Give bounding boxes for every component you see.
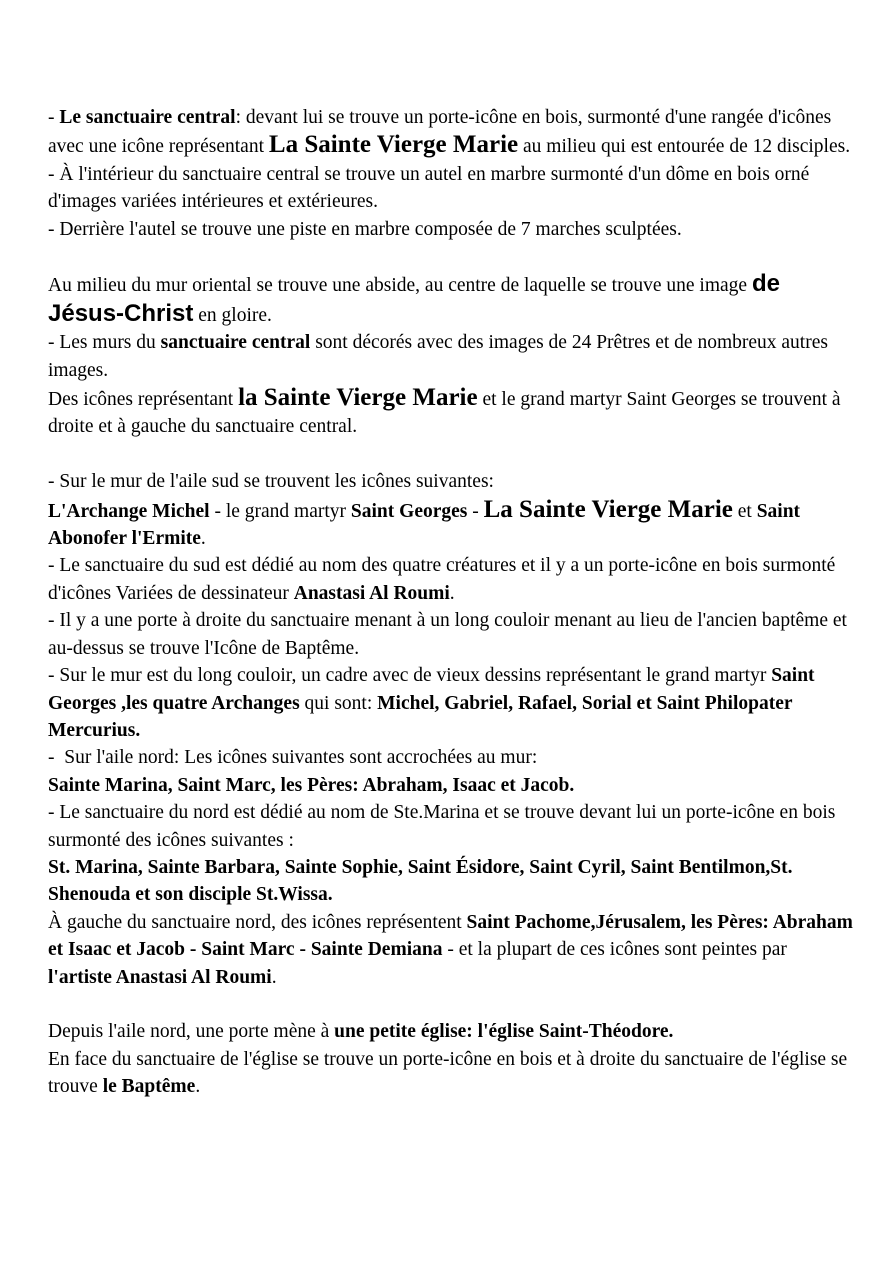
text-run: - Sur le mur de l'aile sud se trouvent les icônes suivantes: xyxy=(48,471,494,493)
text-run: . xyxy=(200,528,206,550)
block-aile-sud xyxy=(48,468,858,991)
text-run: - Il y a une porte à droite du sanctuaire menant à un long couloir menant au lieu de l'ancien baptême et au-dessus se trouve l'Icône de Baptême. xyxy=(48,610,852,659)
emphasis-run: La Sainte Vierge Marie xyxy=(483,495,733,523)
block-sanctuaire-central xyxy=(48,104,855,243)
emphasis-run: Saint Abonofer l'Ermite xyxy=(48,500,804,550)
text-run: - le grand martyr xyxy=(209,500,351,522)
text-run: Depuis l'aile nord, une porte mène à xyxy=(48,1021,335,1043)
text-run: - et la plupart de ces icônes sont peintes par xyxy=(442,939,792,961)
paragraph-spacer xyxy=(48,991,855,1018)
paragraph-spacer xyxy=(48,441,855,468)
emphasis-run: de Jésus-Christ xyxy=(48,270,787,327)
text-run: - Derrière l'autel se trouve une piste en marbre composée de 7 marches sculptées. xyxy=(48,218,682,240)
text-run: Au milieu du mur oriental se trouve une abside, au centre de laquelle se trouve une image xyxy=(48,275,752,297)
emphasis-run: une petite église: l'église Saint-Théodore. xyxy=(334,1021,674,1043)
text-run: Des icônes représentant xyxy=(48,389,239,411)
paragraph-spacer xyxy=(48,243,855,270)
text-run: À gauche du sanctuaire nord, des icônes représentent xyxy=(48,911,467,933)
text-run: et le grand martyr Saint Georges se trouvent à droite et à gauche du sanctuaire central. xyxy=(48,389,846,438)
text-run: - Sur l'aile nord: Les icônes suivantes sont accrochées au mur: xyxy=(48,747,538,769)
emphasis-run: Le sanctuaire central xyxy=(59,107,236,128)
text-run: - xyxy=(467,500,484,522)
emphasis-run: Sainte Marina, Saint Marc, les Pères: Abraham, Isaac et Jacob. xyxy=(48,774,575,796)
text-run: - Le sanctuaire du nord est dédié au nom de Ste.Marina et se trouve devant lui un porte-icône en bois surmonté des icônes suivantes : xyxy=(48,802,841,851)
emphasis-run: L'Archange Michel xyxy=(48,500,210,522)
emphasis-run: Michel, Gabriel, Rafael, Sorial et Saint Philopater Mercurius. xyxy=(48,692,798,741)
emphasis-run: l'artiste Anastasi Al Roumi xyxy=(48,966,272,988)
block-eglise-saint-theodore xyxy=(48,1018,855,1100)
text-run: - À l'intérieur du sanctuaire central se trouve un autel en marbre surmonté d'un dôme en bois orné d'images variées intérieures et extérieures. xyxy=(48,163,815,213)
emphasis-run: Anastasi Al Roumi xyxy=(293,582,450,604)
text-run: - Les murs du xyxy=(48,332,161,354)
text-run: au milieu qui est entourée de 12 disciples. xyxy=(518,136,851,158)
text-run: en gloire. xyxy=(193,304,272,326)
text-run: sont décorés avec des images de 24 Prêtres et de nombreux autres images. xyxy=(48,332,833,381)
document-body xyxy=(48,104,858,1101)
emphasis-run: Saint Pachome,Jérusalem, les Pères: Abraham et Isaac et Jacob - Saint Marc - Sainte Demiana xyxy=(48,911,858,961)
text-run: . xyxy=(195,1076,201,1098)
text-run: . xyxy=(271,966,277,988)
text-run: - Sur le mur est du long couloir, un cadre avec de vieux dessins représentant le grand martyr xyxy=(48,665,772,687)
emphasis-run: le Baptême xyxy=(102,1076,196,1098)
emphasis-run: St. Marina, Sainte Barbara, Sainte Sophie, Saint Ésidore, Saint Cyril, Saint Bentilmon,St. Shenouda et son disciple St.Wissa. xyxy=(48,856,798,906)
text-run: - Le sanctuaire du sud est dédié au nom des quatre créatures et il y a un porte-icône en bois surmonté d'icônes Variées de dessinateur xyxy=(48,555,841,604)
emphasis-run: Saint Georges ,les quatre Archanges xyxy=(48,665,820,714)
emphasis-run: La Sainte Vierge Marie xyxy=(268,131,519,159)
emphasis-run: Saint Georges xyxy=(350,500,468,522)
text-run: . xyxy=(449,582,455,604)
text-run: - xyxy=(48,107,60,128)
text-run: En face du sanctuaire de l'église se trouve un porte-icône en bois et à droite du sanctuaire de l'église se trouve xyxy=(48,1048,853,1098)
block-mur-oriental xyxy=(48,270,855,440)
text-run: : devant lui se trouve un porte-icône en bois, surmonté d'une rangée d'icônes avec une icône représentant xyxy=(48,107,837,158)
emphasis-run: sanctuaire central xyxy=(160,332,311,354)
text-run: et xyxy=(732,500,757,522)
emphasis-run: la Sainte Vierge Marie xyxy=(238,384,478,412)
text-run: qui sont: xyxy=(299,692,378,714)
